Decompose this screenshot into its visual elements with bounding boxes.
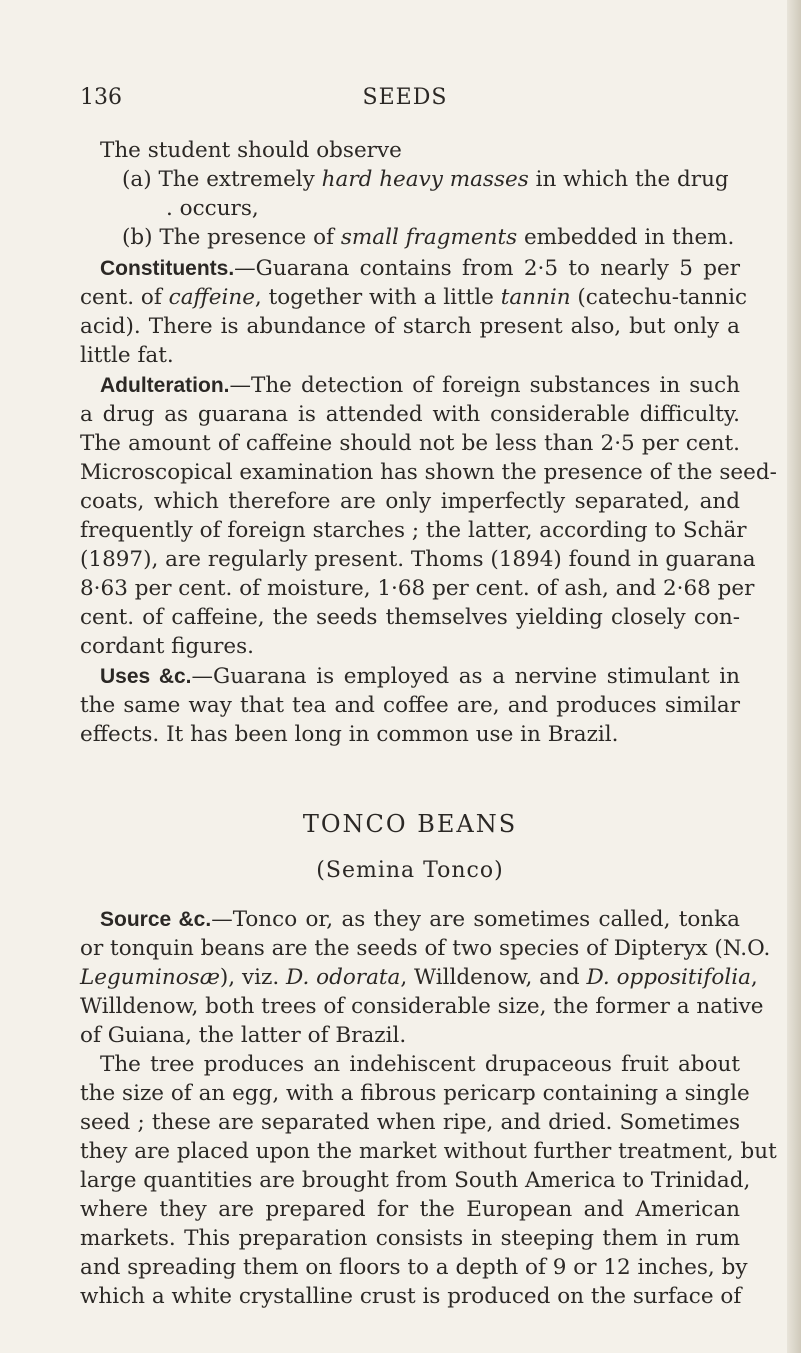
uses-paragraph: Uses &c.—Guarana is employed as a nervine stimulant in xyxy=(100,664,741,689)
text-line: a drug as guarana is attended with considerable difficulty. xyxy=(80,402,740,427)
text-line: seed ; these are separated when ripe, and dried. Sometimes xyxy=(80,1110,740,1135)
text-line: and spreading them on floors to a depth of 9 or 12 inches, by xyxy=(80,1255,748,1280)
text-line: cordant figures. xyxy=(80,634,254,659)
text-line: little fat. xyxy=(80,343,174,368)
text-line: the same way that tea and coffee are, and produces similar xyxy=(80,693,740,718)
section-title: TONCO BEANS xyxy=(302,810,518,838)
text-line: which a white crystalline crust is produced on the surface of xyxy=(80,1284,742,1309)
text-line: the size of an egg, with a fibrous pericarp containing a single xyxy=(80,1081,750,1106)
text-line: acid). There is abundance of starch present also, but only a xyxy=(80,314,740,339)
observation-a: (a) The extremely hard heavy masses in which the drug xyxy=(122,167,729,192)
text-line: Willdenow, both trees of considerable size, the former a native xyxy=(80,994,764,1019)
section-subtitle: (Semina Tonco) xyxy=(316,858,504,883)
running-head: SEEDS xyxy=(362,85,448,110)
text-line: of Guiana, the latter of Brazil. xyxy=(80,1023,407,1048)
text-line: markets. This preparation consists in steeping them in rum xyxy=(80,1226,740,1251)
list-label: (a) xyxy=(122,167,152,192)
section-heading: Source &c. xyxy=(100,908,212,931)
section-heading: Constituents. xyxy=(100,257,235,280)
observation-a-cont: . occurs, xyxy=(166,196,259,221)
text-line: where they are prepared for the European and American xyxy=(80,1197,740,1222)
observation-b: (b) The presence of small fragments embedded in them. xyxy=(122,225,735,250)
text-line: they are placed upon the market without further treatment, but xyxy=(80,1139,777,1164)
section-heading: Uses &c. xyxy=(100,665,192,688)
text-line: coats, which therefore are only imperfectly separated, and xyxy=(80,489,740,514)
list-label: (b) xyxy=(122,225,153,250)
page-number: 136 xyxy=(80,85,122,110)
source-paragraph: Source &c.—Tonco or, as they are sometimes called, tonka xyxy=(100,907,740,932)
text-line: frequently of foreign starches ; the latter, according to Schär xyxy=(80,518,747,543)
section-heading: Adulteration. xyxy=(100,374,230,397)
text-line: The amount of caffeine should not be less than 2·5 per cent. xyxy=(80,431,740,456)
text-line: Leguminosæ), viz. D. odorata, Willdenow, and D. oppositifolia, xyxy=(80,965,758,990)
text-line: cent. of caffeine, together with a little tannin (catechu-tannic xyxy=(80,285,748,310)
intro-line: The student should observe xyxy=(100,138,402,163)
text-line: effects. It has been long in common use in Brazil. xyxy=(80,722,619,747)
text-line: or tonquin beans are the seeds of two species of Dipteryx (N.O. xyxy=(80,936,771,961)
text-line: The tree produces an indehiscent drupaceous fruit about xyxy=(100,1052,740,1077)
text-line: large quantities are brought from South America to Trinidad, xyxy=(80,1168,751,1193)
text-line: (1897), are regularly present. Thoms (1894) found in guarana xyxy=(80,547,756,572)
page-header xyxy=(80,85,730,119)
text-line: cent. of caffeine, the seeds themselves yielding closely con- xyxy=(80,605,740,630)
text-line: Microscopical examination has shown the presence of the seed- xyxy=(80,460,777,485)
adulteration-paragraph: Adulteration.—The detection of foreign substances in such xyxy=(100,373,740,398)
constituents-paragraph: Constituents.—Guarana contains from 2·5 to nearly 5 per xyxy=(100,256,740,281)
text-line: 8·63 per cent. of moisture, 1·68 per cent. of ash, and 2·68 per xyxy=(80,576,755,601)
